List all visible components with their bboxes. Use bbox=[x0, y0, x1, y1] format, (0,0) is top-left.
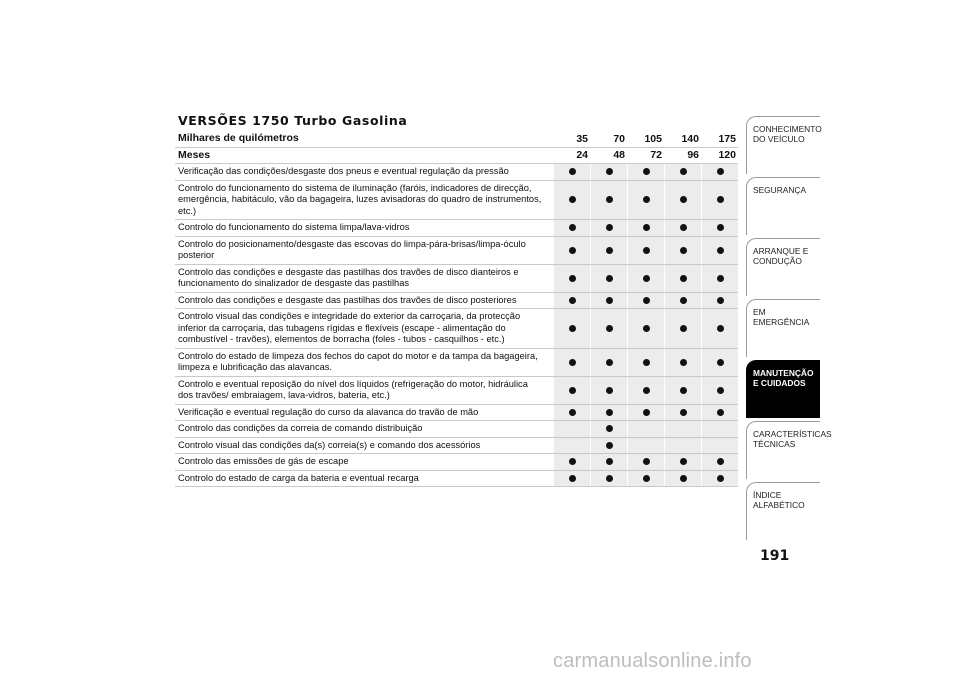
interval-cell bbox=[553, 438, 590, 454]
row-label: Controlo do funcionamento do sistema de iluminação (faróis, indicadores de direcção, emergência, habitáculo, vão da bagageira, luzes avisadoras do quadro de instrumentos, etc.) bbox=[178, 182, 542, 216]
interval-cell bbox=[664, 421, 701, 437]
check-dot-icon bbox=[606, 458, 613, 465]
check-dot-icon bbox=[606, 297, 613, 304]
interval-cell bbox=[553, 377, 590, 404]
interval-cell bbox=[590, 471, 627, 487]
interval-cell bbox=[701, 454, 738, 470]
row-label: Controlo das condições e desgaste das pastilhas dos travões de disco dianteiros e funcionamento do sinalizador de desgaste das pastilhas bbox=[178, 266, 519, 288]
interval-cell bbox=[664, 265, 701, 292]
nav-tab[interactable]: ÍNDICE ALFABÉTICO bbox=[746, 482, 820, 540]
header-value: 72 bbox=[627, 148, 664, 164]
nav-tab[interactable]: CONHECIMENTO DO VEÍCULO bbox=[746, 116, 820, 174]
interval-cell bbox=[627, 237, 664, 264]
interval-cell bbox=[627, 265, 664, 292]
check-dot-icon bbox=[606, 387, 613, 394]
interval-cell bbox=[701, 181, 738, 220]
header-value: 48 bbox=[590, 148, 627, 164]
interval-cell bbox=[664, 237, 701, 264]
interval-cell bbox=[590, 454, 627, 470]
row-label: Controlo das emissões de gás de escape bbox=[178, 456, 349, 466]
check-dot-icon bbox=[680, 325, 687, 332]
interval-cell bbox=[664, 405, 701, 421]
interval-cell bbox=[627, 471, 664, 487]
interval-cell bbox=[627, 405, 664, 421]
interval-cell bbox=[553, 265, 590, 292]
interval-cell bbox=[590, 405, 627, 421]
interval-cell bbox=[664, 220, 701, 236]
check-dot-icon bbox=[606, 168, 613, 175]
row-label: Verificação e eventual regulação do curso da alavanca do travão de mão bbox=[178, 406, 479, 417]
row-label: Controlo das condições da correia de comando distribuição bbox=[178, 423, 423, 433]
check-dot-icon bbox=[643, 297, 650, 304]
interval-cell bbox=[701, 405, 738, 421]
row-label: Verificação das condições/desgaste dos pneus e eventual regulação da pressão bbox=[178, 166, 509, 176]
table-row bbox=[175, 454, 738, 471]
interval-cell bbox=[701, 237, 738, 264]
interval-cell bbox=[701, 377, 738, 404]
interval-cell bbox=[664, 471, 701, 487]
interval-cell bbox=[627, 164, 664, 180]
interval-cell bbox=[590, 237, 627, 264]
interval-cell bbox=[664, 181, 701, 220]
interval-cell bbox=[627, 349, 664, 376]
header-value: 140 bbox=[664, 131, 701, 147]
interval-cell bbox=[664, 164, 701, 180]
check-dot-icon bbox=[717, 475, 724, 482]
check-dot-icon bbox=[569, 224, 576, 231]
interval-cell bbox=[701, 265, 738, 292]
header-value: 120 bbox=[701, 148, 738, 164]
page-number: 191 bbox=[760, 548, 790, 564]
row-label: Controlo do estado de carga da bateria e eventual recarga bbox=[178, 472, 419, 483]
check-dot-icon bbox=[606, 442, 613, 449]
header-value: 175 bbox=[701, 131, 738, 147]
interval-cell bbox=[553, 421, 590, 437]
interval-cell bbox=[627, 438, 664, 454]
check-dot-icon bbox=[717, 168, 724, 175]
check-dot-icon bbox=[569, 168, 576, 175]
row-label: Controlo do funcionamento do sistema limpa/lava-vidros bbox=[178, 222, 410, 232]
check-dot-icon bbox=[569, 196, 576, 203]
interval-cell bbox=[590, 220, 627, 236]
check-dot-icon bbox=[606, 247, 613, 254]
check-dot-icon bbox=[680, 196, 687, 203]
section-title: VERSÕES 1750 Turbo Gasolina bbox=[178, 113, 408, 128]
header-label: Meses bbox=[178, 148, 211, 161]
interval-cell bbox=[627, 220, 664, 236]
row-label: Controlo visual das condições da(s) correia(s) e comando dos acessórios bbox=[178, 439, 481, 450]
check-dot-icon bbox=[717, 275, 724, 282]
table-row bbox=[175, 164, 738, 181]
interval-cell bbox=[627, 309, 664, 348]
check-dot-icon bbox=[717, 325, 724, 332]
interval-cell bbox=[553, 164, 590, 180]
table-row bbox=[175, 220, 738, 237]
check-dot-icon bbox=[569, 475, 576, 482]
check-dot-icon bbox=[569, 409, 576, 416]
header-value: 105 bbox=[627, 131, 664, 147]
check-dot-icon bbox=[569, 297, 576, 304]
interval-cell bbox=[664, 438, 701, 454]
table-row bbox=[175, 471, 738, 488]
header-value: 35 bbox=[553, 131, 590, 147]
check-dot-icon bbox=[717, 224, 724, 231]
table-row bbox=[175, 265, 738, 293]
check-dot-icon bbox=[717, 196, 724, 203]
nav-tab[interactable]: CARACTERÍSTICAS TÉCNICAS bbox=[746, 421, 820, 479]
table-header-row bbox=[175, 148, 738, 165]
header-value: 24 bbox=[553, 148, 590, 164]
check-dot-icon bbox=[569, 458, 576, 465]
check-dot-icon bbox=[643, 359, 650, 366]
table-row bbox=[175, 438, 738, 455]
interval-cell bbox=[627, 293, 664, 309]
maintenance-table bbox=[175, 131, 738, 487]
check-dot-icon bbox=[606, 425, 613, 432]
check-dot-icon bbox=[643, 409, 650, 416]
interval-cell bbox=[664, 454, 701, 470]
check-dot-icon bbox=[643, 168, 650, 175]
check-dot-icon bbox=[643, 224, 650, 231]
check-dot-icon bbox=[680, 224, 687, 231]
check-dot-icon bbox=[717, 297, 724, 304]
check-dot-icon bbox=[606, 196, 613, 203]
interval-cell bbox=[590, 309, 627, 348]
table-row bbox=[175, 349, 738, 377]
interval-cell bbox=[701, 471, 738, 487]
table-row bbox=[175, 293, 738, 310]
row-label: Controlo visual das condições e integridade do exterior da carroçaria, da protecção inferior da carroçaria, das tubagens rígidas e flexíveis (escape - alimentação do combustível - travões), elementos de borracha (foles - tubos - casquilhos - etc.) bbox=[178, 311, 521, 344]
check-dot-icon bbox=[569, 387, 576, 394]
table-row bbox=[175, 377, 738, 405]
interval-cell bbox=[627, 377, 664, 404]
interval-cell bbox=[553, 405, 590, 421]
interval-cell bbox=[590, 164, 627, 180]
check-dot-icon bbox=[569, 247, 576, 254]
row-label: Controlo das condições e desgaste das pastilhas dos travões de disco posteriores bbox=[178, 294, 517, 305]
interval-cell bbox=[590, 438, 627, 454]
interval-cell bbox=[664, 309, 701, 348]
interval-cell bbox=[590, 349, 627, 376]
interval-cell bbox=[701, 309, 738, 348]
interval-cell bbox=[701, 164, 738, 180]
check-dot-icon bbox=[717, 359, 724, 366]
check-dot-icon bbox=[717, 387, 724, 394]
nav-tab[interactable]: ARRANQUE E CONDUÇÃO bbox=[746, 238, 820, 296]
check-dot-icon bbox=[680, 409, 687, 416]
check-dot-icon bbox=[643, 458, 650, 465]
interval-cell bbox=[590, 293, 627, 309]
check-dot-icon bbox=[717, 458, 724, 465]
interval-cell bbox=[553, 349, 590, 376]
check-dot-icon bbox=[569, 275, 576, 282]
table-row bbox=[175, 421, 738, 438]
check-dot-icon bbox=[569, 359, 576, 366]
header-label: Milhares de quilómetros bbox=[178, 132, 299, 144]
interval-cell bbox=[664, 377, 701, 404]
check-dot-icon bbox=[643, 475, 650, 482]
interval-cell bbox=[664, 349, 701, 376]
interval-cell bbox=[553, 309, 590, 348]
interval-cell bbox=[590, 265, 627, 292]
check-dot-icon bbox=[643, 247, 650, 254]
nav-tab[interactable]: SEGURANÇA bbox=[746, 177, 820, 235]
row-label: Controlo e eventual reposição do nível dos líquidos (refrigeração do motor, hidráulica dos travões/ embraiagem, lava-vidros, bateria, etc.) bbox=[178, 378, 528, 400]
interval-cell bbox=[590, 377, 627, 404]
table-row bbox=[175, 405, 738, 422]
table-header-row bbox=[175, 131, 738, 148]
check-dot-icon bbox=[680, 458, 687, 465]
nav-tab[interactable]: EM EMERGÊNCIA bbox=[746, 299, 820, 357]
check-dot-icon bbox=[680, 387, 687, 394]
check-dot-icon bbox=[606, 409, 613, 416]
check-dot-icon bbox=[606, 275, 613, 282]
interval-cell bbox=[553, 454, 590, 470]
row-label: Controlo do posicionamento/desgaste das escovas do limpa-pára-brisas/limpa-óculo posterior bbox=[178, 238, 526, 260]
interval-cell bbox=[553, 237, 590, 264]
check-dot-icon bbox=[606, 325, 613, 332]
check-dot-icon bbox=[606, 224, 613, 231]
nav-tab[interactable]: MANUTENÇÃO E CUIDADOS bbox=[746, 360, 820, 418]
check-dot-icon bbox=[643, 387, 650, 394]
interval-cell bbox=[553, 293, 590, 309]
check-dot-icon bbox=[606, 475, 613, 482]
check-dot-icon bbox=[569, 325, 576, 332]
interval-cell bbox=[664, 293, 701, 309]
interval-cell bbox=[627, 181, 664, 220]
header-value: 70 bbox=[590, 131, 627, 147]
check-dot-icon bbox=[680, 359, 687, 366]
header-value: 96 bbox=[664, 148, 701, 164]
table-row bbox=[175, 181, 738, 221]
check-dot-icon bbox=[606, 359, 613, 366]
row-label: Controlo do estado de limpeza dos fechos do capot do motor e da tampa da bagageira, limpeza e lubrificação das alavancas. bbox=[178, 350, 538, 372]
check-dot-icon bbox=[717, 409, 724, 416]
interval-cell bbox=[701, 349, 738, 376]
interval-cell bbox=[627, 421, 664, 437]
interval-cell bbox=[701, 293, 738, 309]
check-dot-icon bbox=[680, 475, 687, 482]
check-dot-icon bbox=[680, 247, 687, 254]
check-dot-icon bbox=[717, 247, 724, 254]
interval-cell bbox=[590, 181, 627, 220]
interval-cell bbox=[590, 421, 627, 437]
interval-cell bbox=[627, 454, 664, 470]
check-dot-icon bbox=[643, 325, 650, 332]
table-row bbox=[175, 237, 738, 265]
check-dot-icon bbox=[643, 275, 650, 282]
interval-cell bbox=[701, 421, 738, 437]
check-dot-icon bbox=[680, 275, 687, 282]
table-row bbox=[175, 309, 738, 349]
interval-cell bbox=[553, 471, 590, 487]
interval-cell bbox=[701, 220, 738, 236]
check-dot-icon bbox=[680, 168, 687, 175]
chapter-nav bbox=[746, 116, 832, 543]
footer-watermark: carmanualsonline.info bbox=[553, 650, 752, 672]
interval-cell bbox=[553, 181, 590, 220]
interval-cell bbox=[553, 220, 590, 236]
check-dot-icon bbox=[643, 196, 650, 203]
interval-cell bbox=[701, 438, 738, 454]
check-dot-icon bbox=[680, 297, 687, 304]
